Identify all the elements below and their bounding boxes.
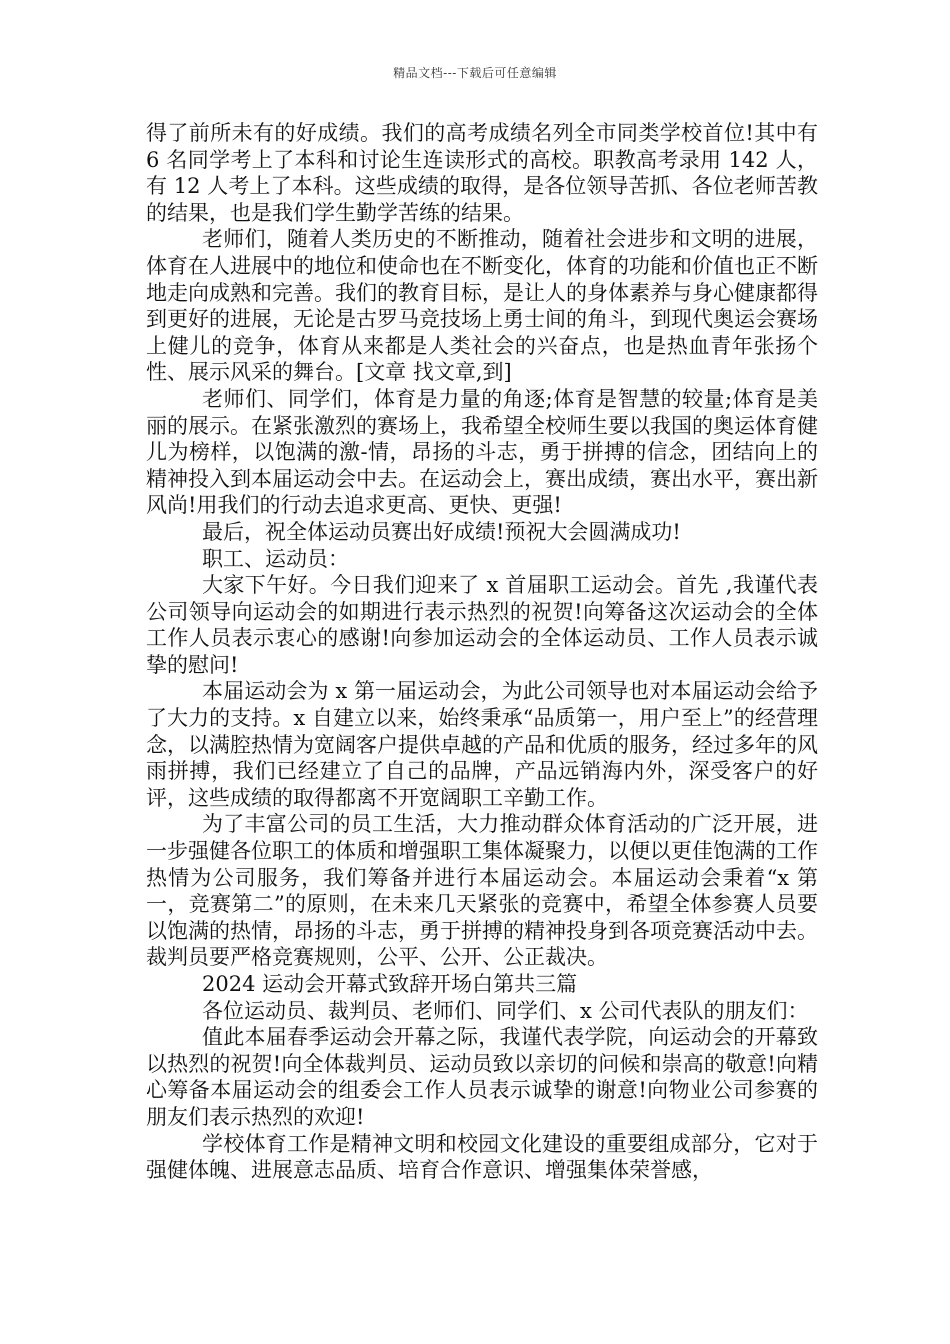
paragraph: 最后，祝全体运动员赛出好成绩!预祝大会圆满成功! <box>202 519 681 544</box>
paragraph: 学校体育工作是精神文明和校园文化建设的重要组成部分，它对于强健体魄、进展意志品质、培育合作意识、增强集体荣誉感， <box>146 1131 818 1183</box>
salutation: 各位运动员、裁判员、老师们、同学们、x 公司代表队的朋友们： <box>202 998 809 1023</box>
paragraph: 老师们、同学们，体育是力量的角逐;体育是智慧的较量;体育是美丽的展示。在紧张激烈的赛场上，我希望全校师生要以我国的奥运体育健儿为榜样，以饱满的激-情，昂扬的斗志，勇于拼搏的信念，团结向上的精神投入到本届运动会中去。在运动会上，赛出成绩，赛出水平，赛出新风尚!用我们的行动去追求更高、更快、更强! <box>146 386 818 518</box>
paragraph: 本届运动会为 x 第一届运动会，为此公司领导也对本届运动会给予了大力的支持。x 自建立以来，始终秉承“品质第一，用户至上”的经营理念，以满腔热情为宽阔客户提供卓越的产品和优质的服务，经过多年的风雨拼搏，我们已经建立了自己的品牌，产品远销海内外，深受客户的好评，这些成绩的取得都离不开宽阔职工辛勤工作。 <box>146 679 818 810</box>
paragraph: 得了前所未有的好成绩。我们的高考成绩名列全市同类学校首位!其中有 6 名同学考上了本科和讨论生连读形式的高校。职教高考录用 142 人，有 12 人考上了本科。这些成绩的取得，是各位领导苦抓、各位老师苦教的结果，也是我们学生勤学苦练的结果。 <box>146 121 818 225</box>
paragraph: 值此本届春季运动会开幕之际，我谨代表学院，向运动会的开幕致以热烈的祝贺!向全体裁判员、运动员致以亲切的问候和崇高的敬意!向精心筹备本届运动会的组委会工作人员表示诚挚的谢意!向物业公司参赛的朋友们表示热烈的欢迎! <box>146 1025 818 1129</box>
page-header: 精品文档---下载后可任意编辑 <box>393 66 557 80</box>
document-body <box>146 120 818 1184</box>
paragraph: 大家下午好。今日我们迎来了 x 首届职工运动会。首先 ,我谨代表公司领导向运动会的如期进行表示热烈的祝贺!向筹备这次运动会的全体工作人员表示衷心的感谢!向参加运动会的全体运动员、工作人员表示诚挚的慰问! <box>146 573 818 677</box>
section-title: 2024 运动会开幕式致辞开场白第共三篇 <box>202 972 578 996</box>
paragraph: 老师们，随着人类历史的不断推动，随着社会进步和文明的进展，体育在人进展中的地位和使命也在不断变化，体育的功能和价值也正不断地走向成熟和完善。我们的教育目标，是让人的身体素养与身心健康都得到更好的进展，无论是古罗马竞技场上勇士间的角斗，到现代奥运会赛场上健儿的竞争，体育从来都是人类社会的兴奋点，也是热血青年张扬个性、展示风采的舞台。[文章 找文章,到] <box>146 227 818 385</box>
paragraph: 职工、运动员： <box>202 546 349 571</box>
paragraph: 为了丰富公司的员工生活，大力推动群众体育活动的广泛开展，进一步强健各位职工的体质和增强职工集体凝聚力，以便以更佳饱满的工作热情为公司服务，我们筹备并进行本届运动会。本届运动会秉着“x 第一，竞赛第二”的原则，在未来几天紧张的竞赛中，希望全体参赛人员要以饱满的热情，昂扬的斗志，勇于拼搏的精神投身到各项竞赛活动中去。裁判员要严格竞赛规则，公平、公开、公正裁决。 <box>146 812 818 970</box>
